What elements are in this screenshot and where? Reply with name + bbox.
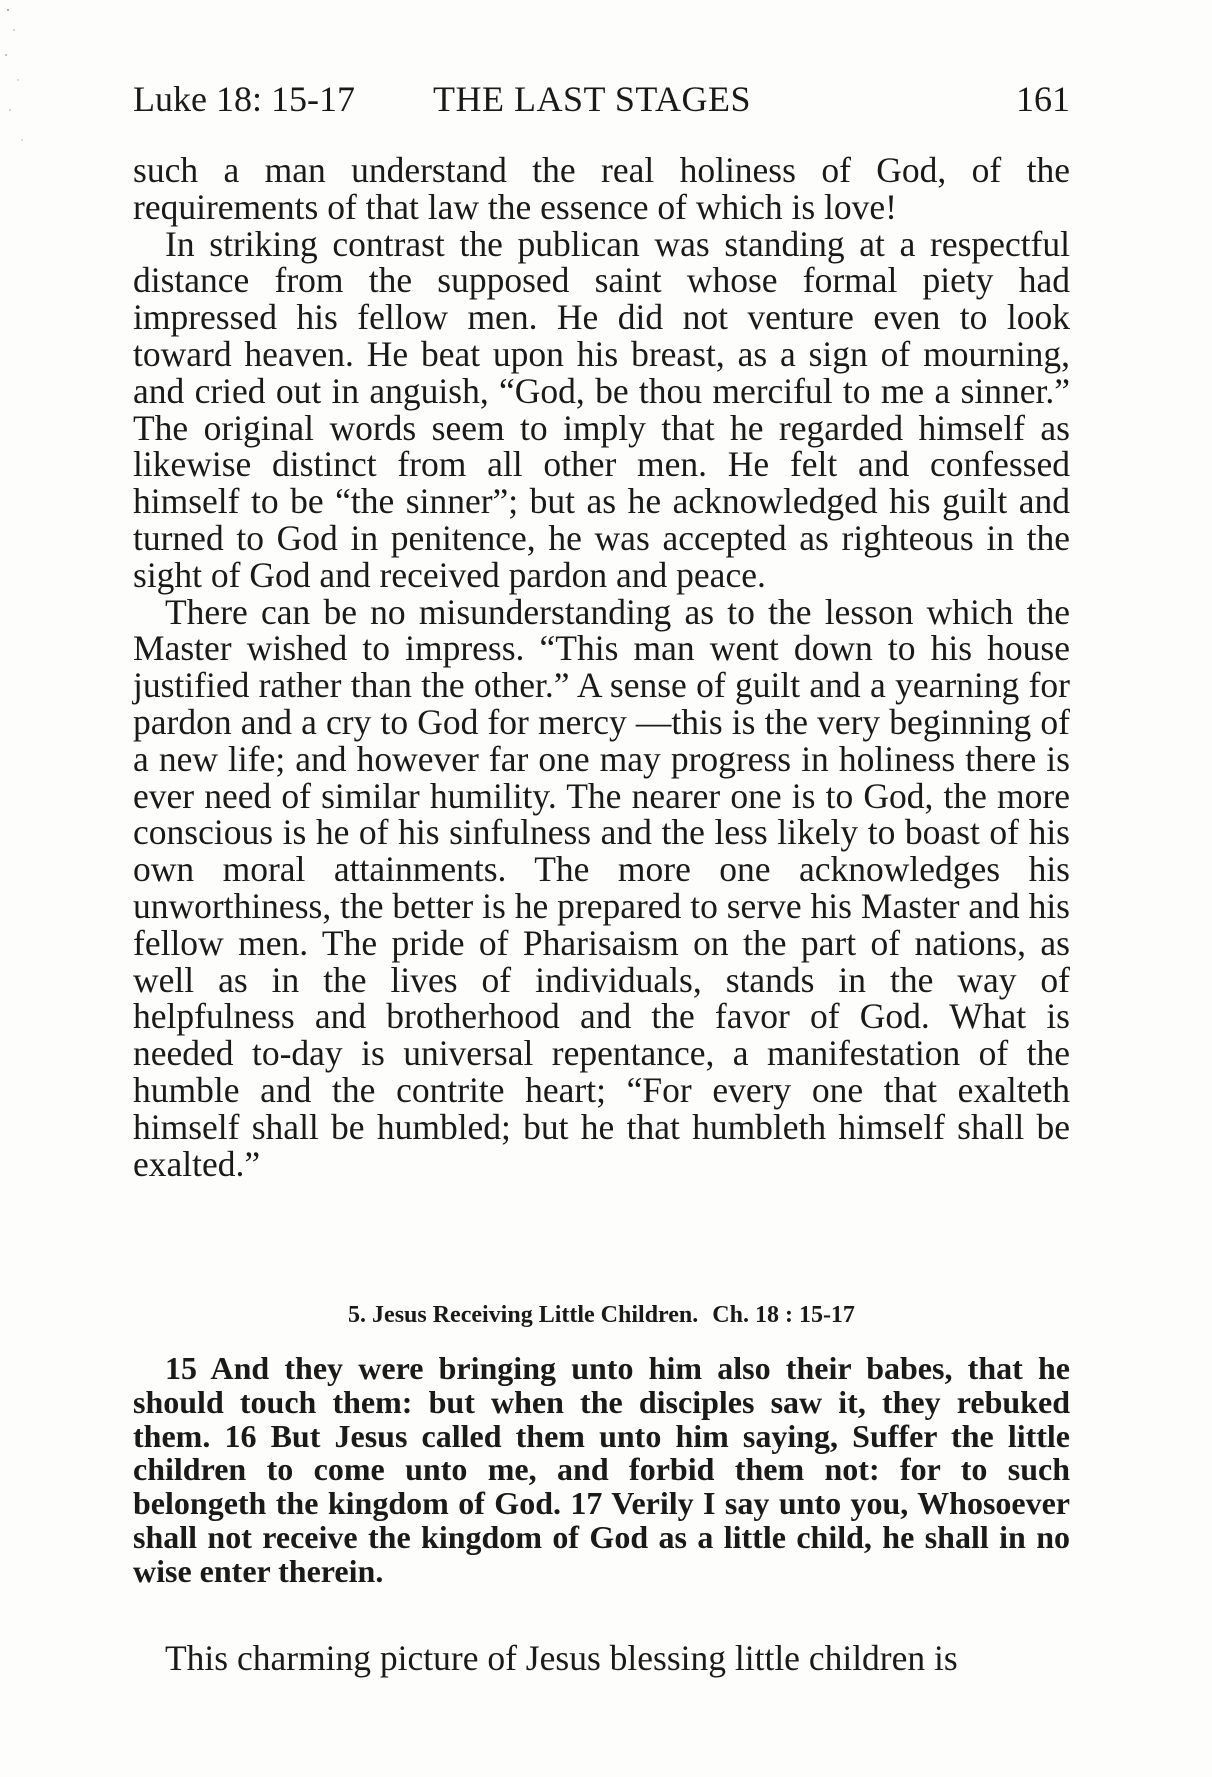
continuation-text: [133, 1640, 1070, 1677]
scripture-text: 15 And they were bringing unto him also their babes, that he should touch them: but when the disciples saw it, they rebuked them. 16 But Jesus called them unto him saying, Suffer the little children to come unto me, and forbid them not: for to such belongeth the kingdom of God. 17 Verily I say unto you, Whosoever shall not receive the kingdom of God as a little child, he shall in no wise enter therein.: [133, 1350, 1070, 1589]
page-edge-specks: [0, 0, 40, 180]
section-heading: [133, 1302, 1070, 1329]
paragraph: In striking contrast the publican was standing at a respectful distance from the supposed saint whose formal piety had impressed his fellow men. He did not venture even to look toward heaven. He beat upon his breast, as a sign of mourning, and cried out in anguish, “God, be thou merciful to me a sinner.” The original words seem to imply that he regarded himself as likewise distinct from all other men. He felt and confessed himself to be “the sinner”; but as he acknowledged his guilt and turned to God in penitence, he was accepted as righteous in the sight of God and received pardon and peace.: [133, 223, 1070, 595]
scripture-passage: [133, 1352, 1070, 1589]
paragraph: There can be no misunderstanding as to the lesson which the Master wished to impress. “This man went down to his house justified rather than the other.” A sense of guilt and a yearning for pardon and a cry to God for mercy —this is the very beginning of a new life; and however far one may progress in holiness there is ever need of similar humility. The nearer one is to God, the more conscious is he of his sinfulness and the less likely to boast of his own moral attainments. The more one acknowledges his unworthiness, the better is he prepared to serve his Master and his fellow men. The pride of Pharisaism on the part of nations, as well as in the lives of individuals, stands in the way of helpfulness and brotherhood and the favor of God. What is needed to-day is universal repentance, a manifestation of the humble and the contrite heart; “For every one that exalteth himself shall be humbled; but he that humbleth himself shall be exalted.”: [133, 591, 1070, 1184]
page-number: 161: [1016, 79, 1070, 119]
paragraph: such a man understand the real holiness of God, of the requirements of that law the essence of which is love!: [133, 150, 1070, 227]
paragraph: This charming picture of Jesus blessing little children is: [165, 1638, 958, 1678]
section-title: 5. Jesus Receiving Little Children.: [348, 1302, 699, 1328]
section-reference: Ch. 18 : 15-17: [712, 1302, 855, 1328]
running-title: THE LAST STAGES: [433, 79, 751, 119]
body-text: [133, 152, 1070, 1182]
running-head: [133, 78, 1070, 128]
chapter-reference: Luke 18: 15-17: [133, 79, 355, 119]
